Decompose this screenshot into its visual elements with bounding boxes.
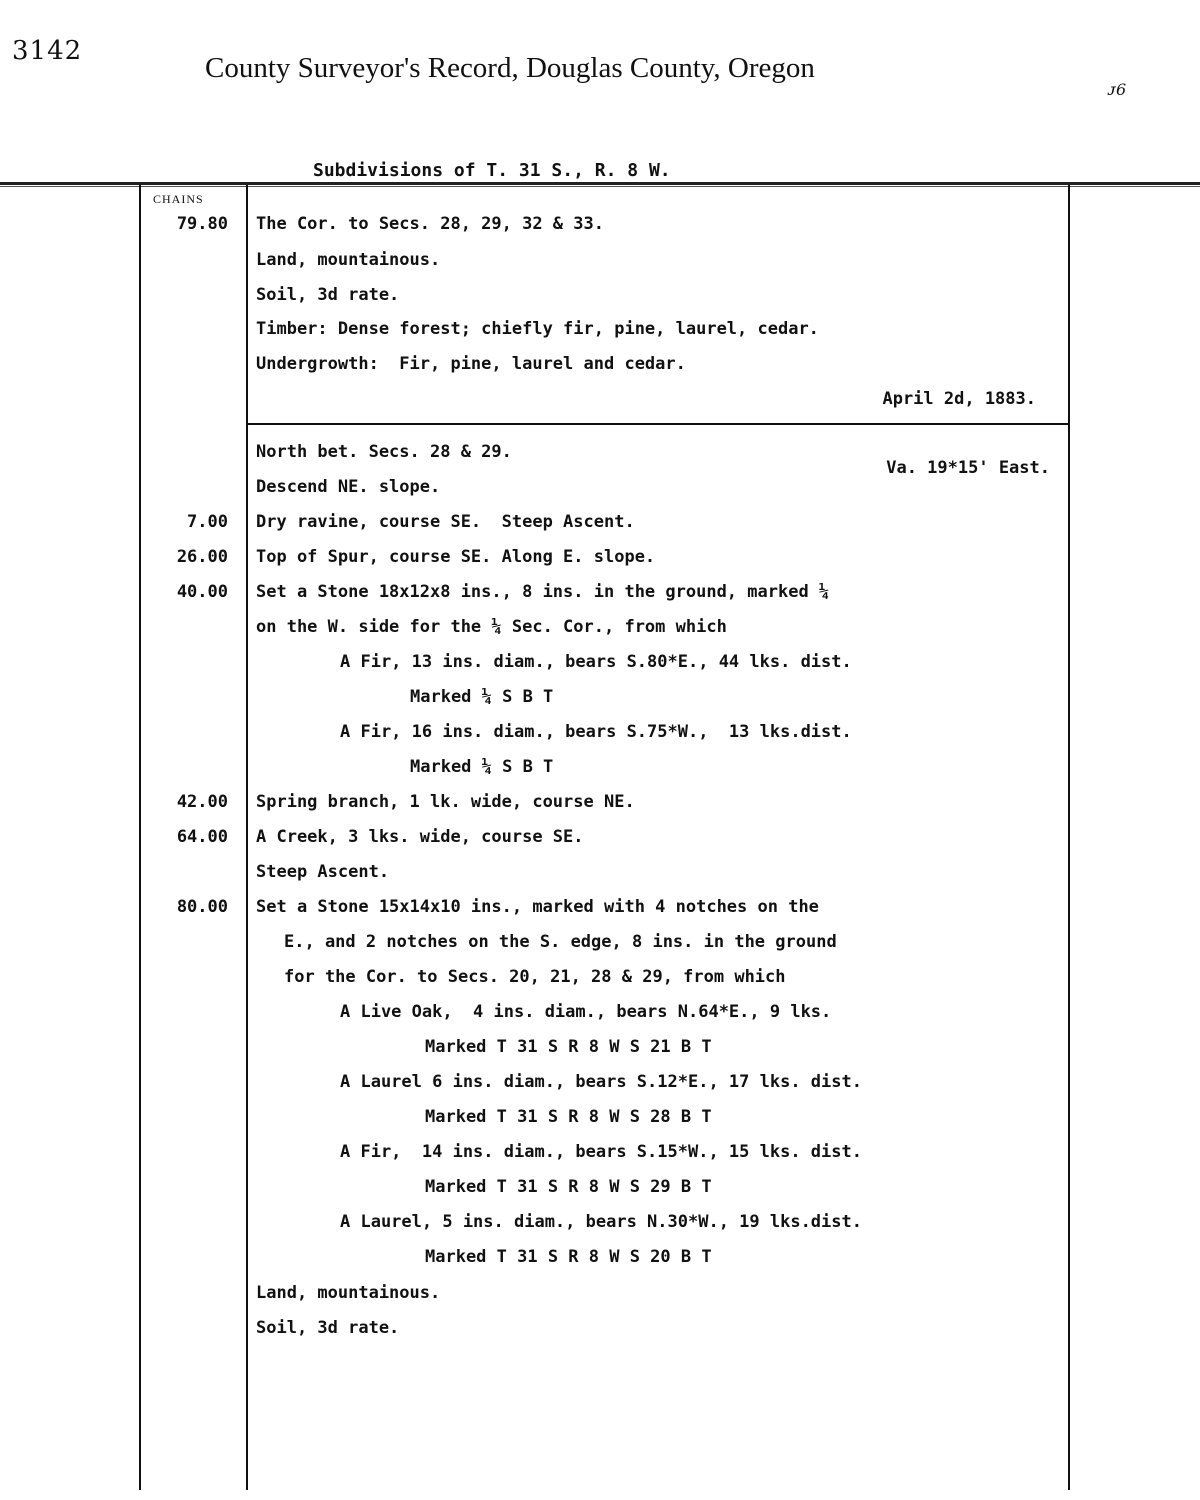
chain-value: 7.00	[187, 512, 228, 532]
bearing-mark: Marked T 31 S R 8 W S 29 B T	[425, 1177, 712, 1197]
record-line: E., and 2 notches on the S. edge, 8 ins. in the ground	[284, 932, 837, 952]
record-line: for the Cor. to Secs. 20, 21, 28 & 29, from which	[284, 967, 786, 987]
record-line: The Cor. to Secs. 28, 29, 32 & 33.	[256, 214, 604, 234]
record-line: Land, mountainous.	[256, 1283, 441, 1303]
section-divider	[246, 423, 1070, 425]
bearing-mark: Marked T 31 S R 8 W S 20 B T	[425, 1247, 712, 1267]
bearing-tree: A Fir, 14 ins. diam., bears S.15*W., 15 lks. dist.	[340, 1142, 862, 1162]
bearing-mark: Marked ¼ S B T	[410, 757, 554, 777]
chain-value: 64.00	[176, 827, 228, 847]
chains-column-rule	[246, 185, 248, 1490]
page-title: County Surveyor's Record, Douglas County, Oregon	[205, 52, 815, 84]
chain-value: 79.80	[176, 214, 228, 234]
bearing-tree: A Laurel, 5 ins. diam., bears N.30*W., 19 lks.dist.	[340, 1212, 862, 1232]
record-line: Top of Spur, course SE. Along E. slope.	[256, 547, 656, 567]
bearing-mark: Marked ¼ S B T	[410, 687, 554, 707]
ledger-top-rule-secondary	[0, 186, 1200, 187]
right-text-rule	[1068, 185, 1070, 1490]
bearing-tree: A Live Oak, 4 ins. diam., bears N.64*E., 9 lks.	[340, 1002, 832, 1022]
chains-column-header: CHAINS	[153, 192, 204, 206]
record-line: Dry ravine, course SE. Steep Ascent.	[256, 512, 635, 532]
record-line: Set a Stone 18x12x8 ins., 8 ins. in the ground, marked ¼	[256, 582, 830, 602]
chain-value: 80.00	[176, 897, 228, 917]
record-line: Spring branch, 1 lk. wide, course NE.	[256, 792, 635, 812]
record-line: on the W. side for the ¼ Sec. Cor., from which	[256, 617, 727, 637]
bearing-tree: A Fir, 16 ins. diam., bears S.75*W., 13 lks.dist.	[340, 722, 852, 742]
bearing-tree: A Fir, 13 ins. diam., bears S.80*E., 44 lks. dist.	[340, 652, 852, 672]
record-line: Land, mountainous.	[256, 250, 441, 270]
record-subtitle: Subdivisions of T. 31 S., R. 8 W.	[313, 160, 671, 181]
record-line: Timber: Dense forest; chiefly fir, pine, laurel, cedar.	[256, 319, 819, 339]
page-number: 3142	[12, 36, 83, 66]
bearing-tree: A Laurel 6 ins. diam., bears S.12*E., 17 lks. dist.	[340, 1072, 862, 1092]
chain-value: 42.00	[176, 792, 228, 812]
magnetic-variation: Va. 19*15' East.	[886, 458, 1050, 478]
chain-value: 26.00	[176, 547, 228, 567]
record-line: Undergrowth: Fir, pine, laurel and cedar.	[256, 354, 686, 374]
record-line: Descend NE. slope.	[256, 477, 441, 497]
record-line: Steep Ascent.	[256, 862, 390, 882]
record-line: Soil, 3d rate.	[256, 285, 400, 305]
record-line: Set a Stone 15x14x10 ins., marked with 4 notches on the	[256, 897, 819, 917]
chain-value: 40.00	[176, 582, 228, 602]
bearing-mark: Marked T 31 S R 8 W S 28 B T	[425, 1107, 712, 1127]
bearing-mark: Marked T 31 S R 8 W S 21 B T	[425, 1037, 712, 1057]
course-heading: North bet. Secs. 28 & 29.	[256, 442, 512, 462]
record-line: Soil, 3d rate.	[256, 1318, 400, 1338]
ledger-top-rule	[0, 182, 1200, 185]
record-line: A Creek, 3 lks. wide, course SE.	[256, 827, 584, 847]
survey-date: April 2d, 1883.	[882, 389, 1036, 409]
corner-annotation: ᴊ6	[1108, 80, 1127, 99]
